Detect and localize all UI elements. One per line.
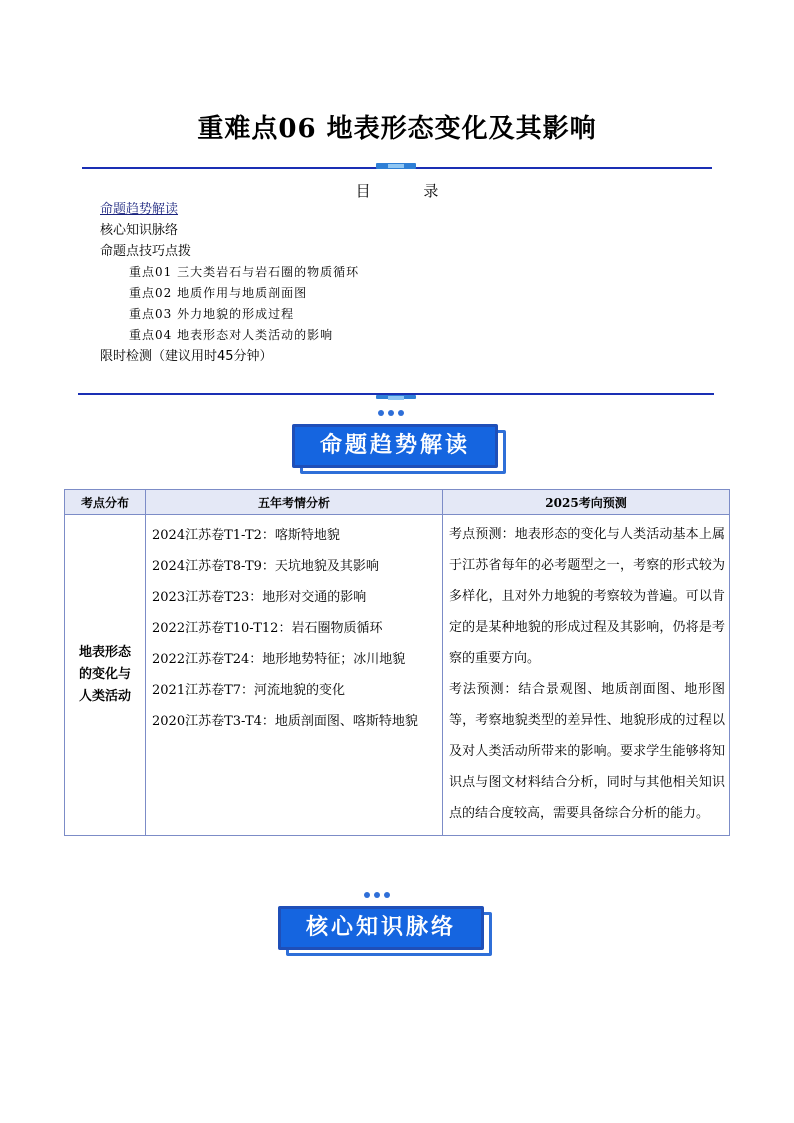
category-line: 人类活动 (78, 689, 131, 704)
toc-item-point-01[interactable]: 重点01 三大类岩石与岩石圈的物质循环 (129, 265, 360, 279)
header-cell: 五年考情分析 (146, 490, 443, 515)
toc-item-point-04[interactable]: 重点04 地表形态对人类活动的影响 (129, 328, 334, 342)
exam-item: 2022江苏卷T10-T12：岩石圈物质循环 (152, 621, 383, 636)
page-title: 重难点06 地表形态变化及其影响 (197, 114, 597, 144)
banner-label: 命题趋势解读 (292, 424, 498, 468)
exam-item: 2024江苏卷T8-T9：天坑地貌及其影响 (152, 559, 379, 574)
exam-item: 2022江苏卷T24：地形地势特征；冰川地貌 (152, 652, 406, 667)
table-of-contents (100, 199, 359, 367)
section-banner-knowledge (278, 906, 484, 950)
prediction-topic: 考点预测：地表形态的变化与人类活动基本上属于江苏省每年的必考题型之一，考察的形式较为多样化，且对外力地貌的考察较为普遍。可以肯定的是某种地貌的形成过程及其影响，仍将是考察的重要方向。 (449, 527, 725, 666)
exam-item: 2024江苏卷T1-T2：喀斯特地貌 (152, 528, 340, 543)
toc-heading: 目 录 (355, 182, 463, 200)
rule-tab-decoration (376, 163, 416, 169)
toc-item-trend[interactable] (100, 199, 359, 220)
exam-item: 2020江苏卷T3-T4：地质剖面图、喀斯特地貌 (152, 714, 418, 729)
rule-tab-decoration (376, 395, 416, 399)
toc-item-tips[interactable]: 命题点技巧点拨 (100, 244, 192, 259)
category-cell (65, 515, 146, 836)
banner-dots (378, 410, 418, 418)
exam-list-cell (146, 515, 443, 836)
header-cell: 2025考向预测 (443, 490, 730, 515)
table-header-row (65, 490, 730, 515)
category-line: 的变化与 (78, 667, 131, 682)
prediction-method: 考法预测：结合景观图、地质剖面图、地形图等，考察地貌类型的差异性、地貌形成的过程以及对人类活动所带来的影响。要求学生能够将知识点与图文材料结合分析，同时与其他相关知识点的结合度较高，需要具备综合分析的能力。 (449, 682, 725, 821)
toc-link[interactable]: 命题趋势解读 (100, 202, 179, 217)
toc-item-knowledge[interactable]: 核心知识脉络 (100, 223, 179, 238)
exam-item: 2021江苏卷T7：河流地貌的变化 (152, 683, 346, 698)
table-row (65, 515, 730, 836)
toc-item-point-02[interactable]: 重点02 地质作用与地质剖面图 (129, 286, 308, 300)
section-banner-trend (292, 424, 498, 468)
category-line: 地表形态 (78, 645, 131, 660)
exam-analysis-table (64, 489, 730, 836)
banner-label: 核心知识脉络 (278, 906, 484, 950)
header-cell: 考点分布 (65, 490, 146, 515)
prediction-cell (443, 515, 730, 836)
banner-dots (364, 892, 404, 900)
exam-item: 2023江苏卷T23：地形对交通的影响 (152, 590, 367, 605)
toc-item-point-03[interactable]: 重点03 外力地貌的形成过程 (129, 307, 295, 321)
toc-item-test[interactable]: 限时检测（建议用时45分钟） (100, 349, 273, 364)
